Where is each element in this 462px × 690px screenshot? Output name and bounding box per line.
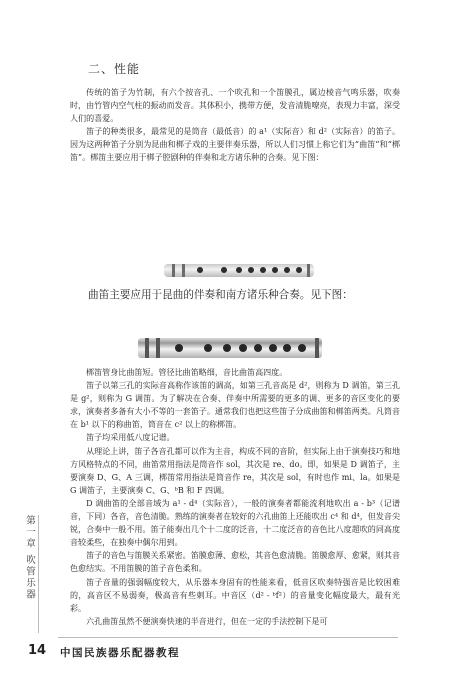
flute-hole <box>272 267 278 273</box>
paragraph: 传统的笛子为竹制，有六个按音孔、一个吹孔和一个笛膜孔，属边棱音气鸣乐器，吹奏时，由竹管内空气柱的振动而发音。其体积小，携带方便，发音清脆嘹亮，表现力丰富，深受人们的喜爱。 <box>70 88 400 124</box>
flute-hole <box>175 344 183 352</box>
flute-hole <box>204 344 212 352</box>
qudi-caption: 曲笛主要应用于昆曲的伴奏和南方诸乐种合奏。见下图： <box>88 289 353 301</box>
flute-hole <box>283 344 291 352</box>
paragraph: 笛子以第三孔的实际音高称作该笛的调高，如第三孔音高是 d²，则称为 D 调笛，第三孔是 g²，则称为 G 调笛。为了解决在合奏、伴奏中所需要的更多的调、更多的音区变化的要求，演奏者多备有大小不等的一套笛子。通常我们也把这些笛子分成曲笛和梆笛两类。凡筒音在 b¹ 以下的称曲笛，筒音在 c² 以上的称梆笛。 <box>70 381 400 430</box>
flute-hole <box>236 267 242 273</box>
qudi-flute-image <box>138 338 322 358</box>
page-number: 14 <box>28 643 47 658</box>
middle-text-block <box>70 366 400 497</box>
flute-hole <box>223 344 231 352</box>
intro-text-block <box>70 86 400 165</box>
flute-hole <box>298 344 306 352</box>
paragraph: 笛子的音色与笛膜关系紧密。笛膜愈薄、愈松，其音色愈清脆。笛膜愈厚、愈紧，则其音色愈结实。不用笛膜的笛子音色柔和。 <box>70 551 400 574</box>
flute-hole <box>284 267 290 273</box>
paragraph: 笛子音量的强弱幅度较大，从乐器本身固有的性能来看，低音区吹奏特强音是比较困难的，高音区不易弱奏，极高音有些刺耳。中音区（d² - ᵇf²）的音量变化幅度最大，最有光彩。 <box>70 577 400 613</box>
flute-hole <box>260 267 266 273</box>
flute-hole <box>269 344 277 352</box>
flute-hole <box>248 267 254 273</box>
flute-band <box>156 338 160 358</box>
flute-hole <box>296 267 302 273</box>
chapter-side-label: 第一章 吹管乐器 <box>22 515 39 633</box>
flute-band <box>307 264 310 277</box>
paragraph: 梆笛管身比曲笛短。管径比曲笛略细，音比曲笛高四度。 <box>86 368 288 377</box>
paragraph: D 调曲笛的全部音域为 a¹ - d⁴（实际音），一般的演奏者都能流利地吹出 a - b³（记谱音，下同）各音，音色清脆。熟练的演奏者在较好的六孔曲笛上还能吹出 c⁴ 和 d⁴，但发音尖锐，合奏中一般不用。笛子能奏出几个十二度的泛音，十二度泛音的音色比八度超吹的同高度音较柔些，在独奏中偶尔用到。 <box>70 499 400 548</box>
paragraph: 笛子的种类很多，最常见的是筒音（最低音）的 a¹（实际音）和 d²（实际音）的笛子。因为这两种笛子分别为昆曲和梆子戏的主要伴奏乐器，所以人们习惯上称它们为“曲笛”和“梆笛”。梆笛主要应用于梆子腔剧种的伴奏和北方诸乐种的合奏。见下图： <box>70 127 400 163</box>
lower-text-block <box>70 497 400 628</box>
bangdi-flute-image <box>164 264 314 277</box>
footer-rule <box>58 637 398 638</box>
section-title: 二、性能 <box>88 62 141 76</box>
flute-band <box>315 338 319 358</box>
paragraph: 六孔曲笛虽然不便演奏快速的半音进行，但在一定的手法控制下是可 <box>86 616 328 626</box>
paragraph: 笛子均采用低八度记谱。 <box>86 433 175 443</box>
paragraph: 从理论上讲，笛子各音孔都可以作为主音，构成不同的音阶，但实际上由于演奏技巧和地方风格特点的不同，曲笛常用指法是筒音作 sol，其次是 re、do。即，如果是 D 调笛子，主要演奏 D、G、A 三调，梆笛常用指法是筒音作 re，其次是 sol，有时也作 mi、la。如果是 G 调笛子，主要演奏 C、G、ᵇB 和 F 四调。 <box>70 446 400 495</box>
flute-hole <box>254 344 262 352</box>
flute-hole <box>239 344 247 352</box>
flute-band <box>172 264 175 277</box>
flute-hole <box>197 267 203 273</box>
flute-hole <box>221 267 227 273</box>
book-title: 中国民族器乐配器教程 <box>60 647 180 659</box>
flute-band <box>145 338 149 358</box>
flute-band <box>182 264 185 277</box>
